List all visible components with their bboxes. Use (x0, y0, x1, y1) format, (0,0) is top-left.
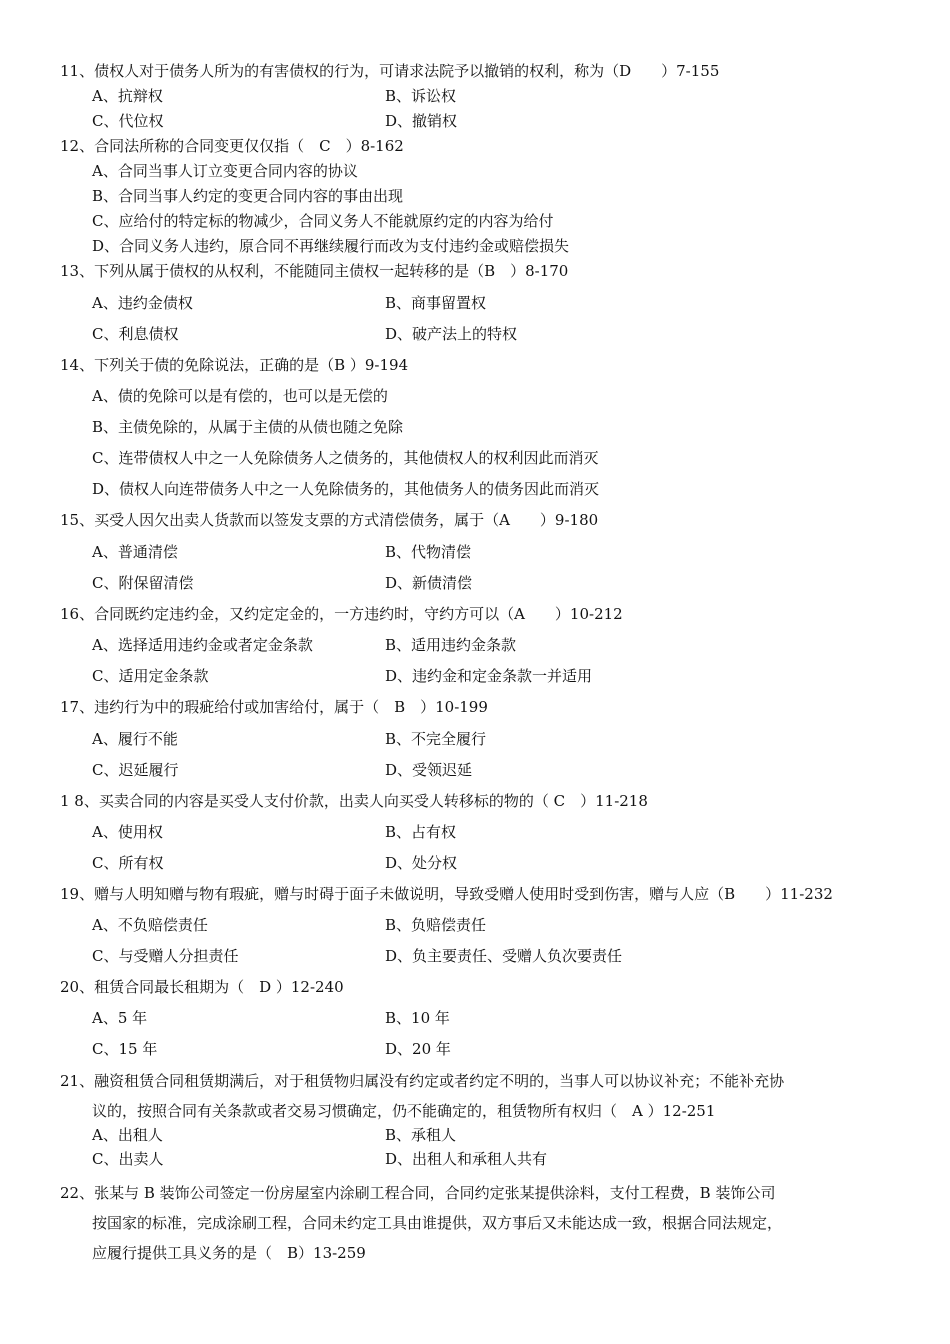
question-19-option-a: A、不负赔偿责任 (92, 916, 208, 934)
question-14-option-a: A、债的免除可以是有偿的，也可以是无偿的 (92, 387, 388, 405)
question-15-stem: 15、买受人因欠出卖人货款而以签发支票的方式清偿债务，属于（A ）9-180 (60, 511, 599, 529)
question-16-option-d: D、违约金和定金条款一并适用 (385, 667, 593, 685)
question-16-option-b: B、适用违约金条款 (385, 636, 517, 654)
question-13-option-a: A、违约金债权 (92, 294, 193, 312)
question-20-option-b: B、10 年 (385, 1009, 450, 1027)
question-17-option-d: D、受领迟延 (385, 761, 473, 779)
question-19-option-c: C、与受赠人分担责任 (92, 947, 239, 965)
question-16-option-c: C、适用定金条款 (92, 667, 209, 685)
question-20-option-d: D、20 年 (385, 1040, 451, 1058)
question-18-option-d: D、处分权 (385, 854, 458, 872)
question-12-option-c: C、应给付的特定标的物减少，合同义务人不能就原约定的内容为给付 (92, 212, 554, 230)
question-17-option-a: A、履行不能 (92, 730, 178, 748)
question-13-option-b: B、商事留置权 (385, 294, 487, 312)
question-11-option-b: B、诉讼权 (385, 87, 457, 105)
question-22-stem-line-2: 按国家的标准，完成涂刷工程，合同未约定工具由谁提供，双方事后又未能达成一致，根据合同法规定， (92, 1214, 783, 1232)
question-12-option-b: B、合同当事人约定的变更合同内容的事由出现 (92, 187, 404, 205)
question-18-option-c: C、所有权 (92, 854, 164, 872)
question-11-stem: 11、债权人对于债务人所为的有害债权的行为，可请求法院予以撤销的权利，称为（D ）7-155 (60, 62, 720, 80)
question-19-option-b: B、负赔偿责任 (385, 916, 487, 934)
question-21-option-b: B、承租人 (385, 1126, 457, 1144)
question-13-option-c: C、利息债权 (92, 325, 179, 343)
question-13-option-d: D、破产法上的特权 (385, 325, 518, 343)
question-16-stem: 16、合同既约定违约金，又约定定金的，一方违约时，守约方可以（A ）10-212 (60, 605, 623, 623)
question-14-option-c: C、连带债权人中之一人免除债务人之债务的，其他债权人的权利因此而消灭 (92, 449, 599, 467)
question-22-stem-line-1: 22、张某与 B 装饰公司签定一份房屋室内涂刷工程合同，合同约定张某提供涂料，支付工程费，B 装饰公司 (60, 1184, 776, 1202)
question-12-stem: 12、合同法所称的合同变更仅仅指（ C ）8-162 (60, 137, 404, 155)
question-11-option-c: C、代位权 (92, 112, 164, 130)
question-15-option-b: B、代物清偿 (385, 543, 472, 561)
question-11-option-a: A、抗辩权 (92, 87, 163, 105)
question-15-option-a: A、普通清偿 (92, 543, 178, 561)
question-21-option-c: C、出卖人 (92, 1150, 164, 1168)
question-20-option-a: A、5 年 (92, 1009, 148, 1027)
question-18-stem: 1 8、买卖合同的内容是买受人支付价款，出卖人向买受人转移标的物的（ C ）11-218 (60, 792, 648, 810)
question-15-option-c: C、附保留清偿 (92, 574, 194, 592)
question-21-stem-line-2: 议的，按照合同有关条款或者交易习惯确定，仍不能确定的，租赁物所有权归（ A ）12-251 (92, 1102, 716, 1120)
question-21-option-d: D、出租人和承租人共有 (385, 1150, 548, 1168)
question-17-option-b: B、不完全履行 (385, 730, 487, 748)
question-19-stem: 19、赠与人明知赠与物有瑕疵，赠与时碍于面子未做说明，导致受赠人使用时受到伤害，赠与人应（B ）11-232 (60, 885, 833, 903)
question-18-option-a: A、使用权 (92, 823, 163, 841)
question-14-stem: 14、下列关于债的免除说法，正确的是（B ）9-194 (60, 356, 409, 374)
question-13-stem: 13、下列从属于债权的从权利，不能随同主债权一起转移的是（B ）8-170 (60, 262, 569, 280)
question-20-stem: 20、租赁合同最长租期为（ D ）12-240 (60, 978, 344, 996)
question-22-stem-line-3: 应履行提供工具义务的是（ B）13-259 (92, 1244, 366, 1262)
question-12-option-d: D、合同义务人违约，原合同不再继续履行而改为支付违约金或赔偿损失 (92, 237, 570, 255)
question-16-option-a: A、选择适用违约金或者定金条款 (92, 636, 313, 654)
question-18-option-b: B、占有权 (385, 823, 457, 841)
question-17-option-c: C、迟延履行 (92, 761, 179, 779)
question-14-option-b: B、主债免除的，从属于主债的从债也随之免除 (92, 418, 404, 436)
question-12-option-a: A、合同当事人订立变更合同内容的协议 (92, 162, 358, 180)
question-21-option-a: A、出租人 (92, 1126, 163, 1144)
question-14-option-d: D、债权人向连带债务人中之一人免除债务的，其他债务人的债务因此而消灭 (92, 480, 600, 498)
question-19-option-d: D、负主要责任、受赠人负次要责任 (385, 947, 623, 965)
question-21-stem-line-1: 21、融资租赁合同租赁期满后，对于租赁物归属没有约定或者约定不明的，当事人可以协议补充；不能补充协 (60, 1072, 785, 1090)
question-20-option-c: C、15 年 (92, 1040, 158, 1058)
question-11-option-d: D、撤销权 (385, 112, 458, 130)
question-17-stem: 17、违约行为中的瑕疵给付或加害给付，属于（ B ）10-199 (60, 698, 488, 716)
question-15-option-d: D、新债清偿 (385, 574, 473, 592)
